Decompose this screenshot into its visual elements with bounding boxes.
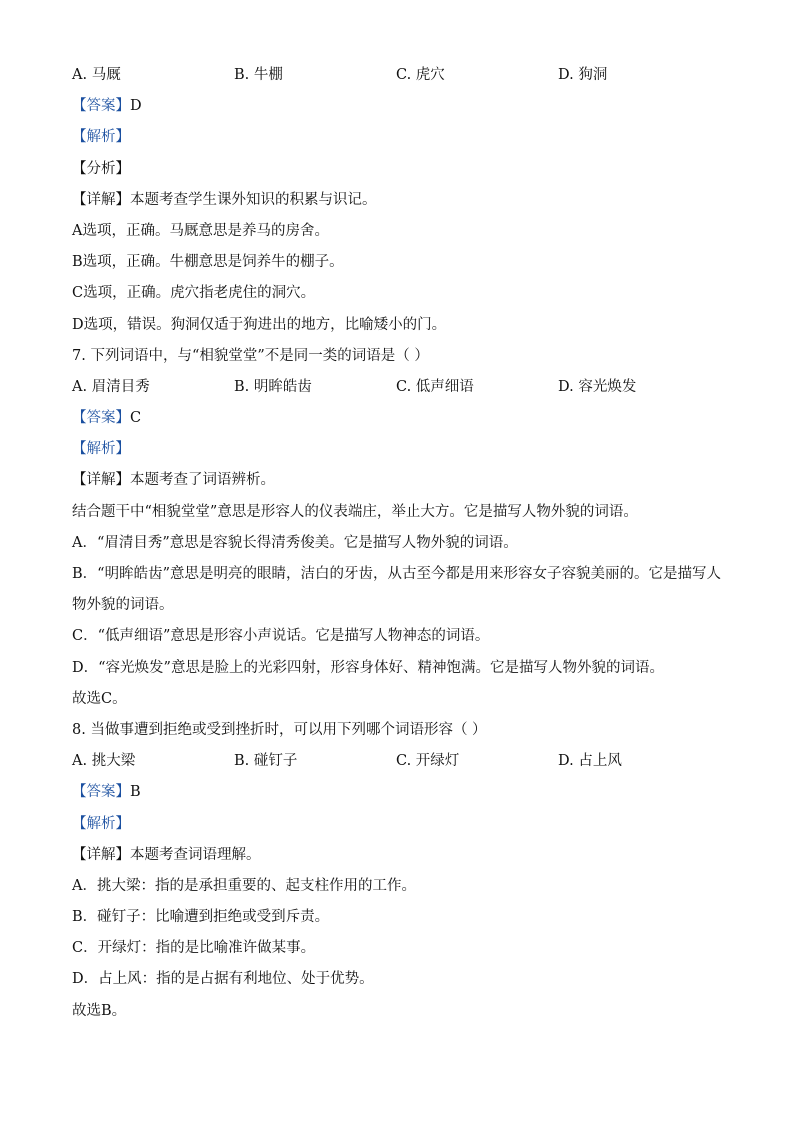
q7-analysis-tag: 【解析】 (72, 441, 130, 458)
q7-line-4: 物外貌的词语。 (72, 597, 174, 614)
q7-option-a: A. 眉清目秀 (72, 378, 150, 395)
q6-option-a: A. 马厩 (72, 67, 121, 83)
q7-options (72, 372, 722, 403)
q7-option-b: B. 明眸皓齿 (234, 378, 312, 395)
q7-conclusion: 故选C。 (72, 690, 127, 707)
q8-line-d: D．占上风：指的是占据有利地位、处于优势。 (72, 971, 374, 988)
q8-question: 8. 当做事遭到拒绝或受到挫折时，可以用下列哪个词语形容（ ） (72, 721, 487, 738)
q6-line-c: C选项，正确。虎穴指老虎住的洞穴。 (72, 285, 316, 302)
q6-option-c: C. 虎穴 (396, 67, 445, 83)
q6-options (72, 60, 722, 91)
q7-answer (72, 403, 722, 434)
document-page (72, 60, 722, 1027)
q7-line-2: A．“眉清目秀”意思是容貌长得清秀俊美。它是描写人物外貌的词语。 (72, 534, 518, 551)
q7-line-5: C．“低声细语”意思是形容小声说话。它是描写人物神态的词语。 (72, 628, 490, 645)
q6-analysis-tag: 【解析】 (72, 129, 130, 146)
q7-line-1: 结合题干中“相貌堂堂”意思是形容人的仪表端庄，举止大方。它是描写人物外貌的词语。 (72, 503, 638, 520)
q8-analysis-tag: 【解析】 (72, 815, 130, 832)
q8-option-a: A. 挑大梁 (72, 753, 136, 770)
q8-answer (72, 777, 722, 808)
q7-line-6: D．“容光焕发”意思是脸上的光彩四射，形容身体好、精神饱满。它是描写人物外貌的词语。 (72, 659, 664, 676)
q6-line-d: D选项，错误。狗洞仅适于狗进出的地方，比喻矮小的门。 (72, 316, 447, 333)
q8-line-b: B．碰钉子：比喻遭到拒绝或受到斥责。 (72, 909, 330, 926)
q7-question: 7. 下列词语中，与“相貌堂堂”不是同一类的词语是（ ） (72, 347, 429, 364)
q6-detail: 【详解】本题考查学生课外知识的积累与识记。 (72, 191, 377, 208)
q8-detail: 【详解】本题考查词语理解。 (72, 846, 261, 863)
q8-conclusion: 故选B。 (72, 1002, 127, 1019)
q6-answer (72, 91, 722, 122)
q8-line-a: A．挑大梁：指的是承担重要的、起支柱作用的工作。 (72, 877, 416, 894)
q7-answer-value: C (130, 410, 142, 427)
q8-option-c: C. 开绿灯 (396, 753, 460, 770)
q6-answer-value: D (130, 98, 142, 115)
q8-option-b: B. 碰钉子 (234, 753, 298, 770)
q8-answer-value: B (130, 784, 141, 801)
q6-option-d: D. 狗洞 (558, 67, 608, 83)
q7-option-c: C. 低声细语 (396, 378, 474, 395)
q6-fenxi: 【分析】 (72, 160, 130, 177)
q6-line-a: A选项，正确。马厩意思是养马的房舍。 (72, 222, 329, 239)
q6-line-b: B选项，正确。牛棚意思是饲养牛的棚子。 (72, 254, 344, 271)
q8-answer-tag: 【答案】 (72, 784, 130, 801)
q6-option-b: B. 牛棚 (234, 67, 283, 83)
q7-detail: 【详解】本题考查了词语辨析。 (72, 472, 275, 489)
q7-answer-tag: 【答案】 (72, 410, 130, 427)
q7-line-3: B．“明眸皓齿”意思是明亮的眼睛，洁白的牙齿，从古至今都是用来形容女子容貌美丽的。它是描写人 (72, 566, 721, 582)
q8-line-c: C．开绿灯：指的是比喻准许做某事。 (72, 940, 316, 957)
q6-answer-tag: 【答案】 (72, 98, 130, 115)
q8-option-d: D. 占上风 (558, 753, 622, 770)
q7-option-d: D. 容光焕发 (558, 378, 637, 395)
q8-options (72, 746, 722, 777)
